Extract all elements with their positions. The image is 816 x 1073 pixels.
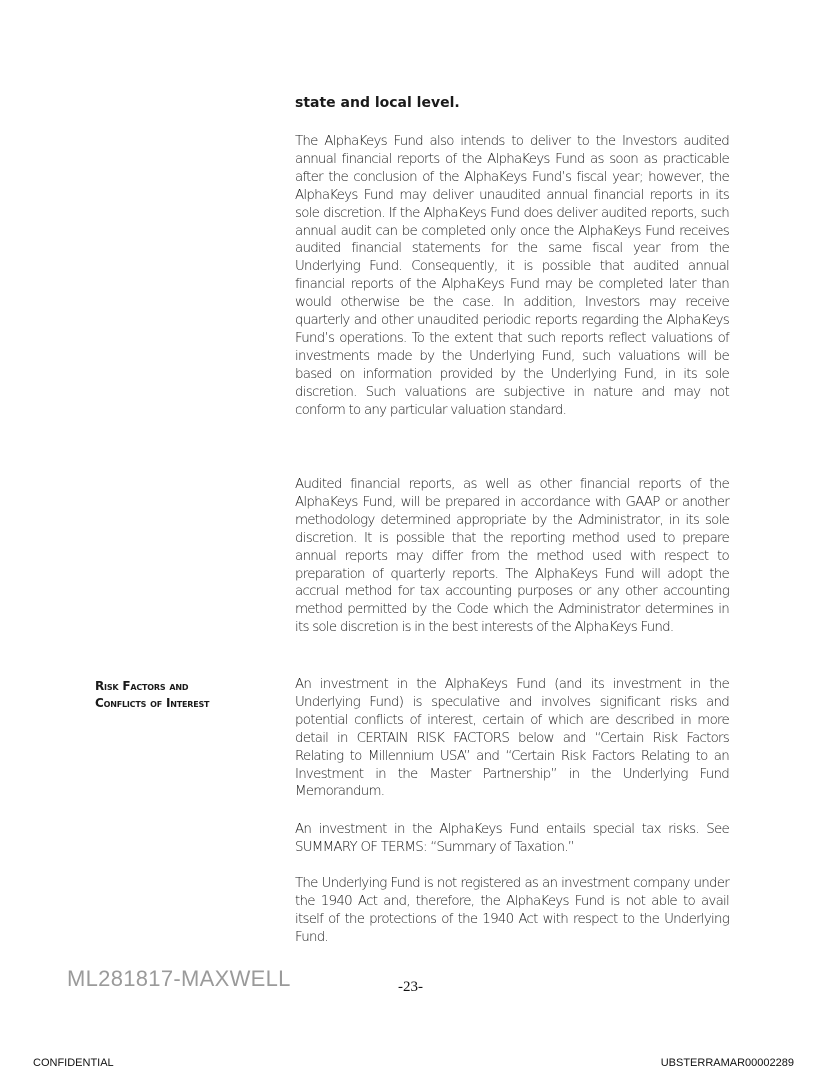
paragraph-financial-reports: The AlphaKeys Fund also intends to deliver to the Investors audited annual financial reports of the AlphaKeys Fund as soon as practicable after the conclusion of the AlphaKeys Fund’s fiscal year; however, the AlphaKeys Fund may deliver unaudited annual financial reports in its sole discretion. If the AlphaKeys Fund does deliver audited reports, such annual audit can be completed only once the AlphaKeys Fund receives audited financial statements for the same fiscal year from the Underlying Fund. Consequently, it is possible that audited annual financial reports of the AlphaKeys Fund may be completed later than would otherwise be the case. In addition, Investors may receive quarterly and other unaudited periodic reports regarding the AlphaKeys Fund’s operations. To the extent that such reports reflect valuations of investments made by the Underlying Fund, such valuations will be based on information provided by the Underlying Fund, in its sole discretion. Such valuations are subjective in nature and may not conform to any particular valuation standard. [295, 134, 729, 418]
paragraph-tax-risks: An investment in the AlphaKeys Fund entails special tax risks. See SUMMARY OF TERMS: “Summary of Taxation.” [295, 822, 729, 855]
paragraph-1940-act: The Underlying Fund is not registered as an investment company under the 1940 Act and, therefore, the AlphaKeys Fund is not able to avail itself of the protections of the 1940 Act with respect to the Underlying Fund. [295, 876, 729, 945]
side-heading-risk-factors [95, 678, 275, 712]
bates-number: UBSTERRAMAR00002289 [660, 1057, 794, 1069]
document-watermark: ML281817-MAXWELL [67, 966, 291, 991]
confidential-label: CONFIDENTIAL [33, 1057, 114, 1069]
side-heading-line-1: Risk Factors and [95, 679, 189, 693]
paragraph-accounting-method: Audited financial reports, as well as other financial reports of the AlphaKeys Fund, will be prepared in accordance with GAAP or another methodology determined appropriate by the Administrator, in its sole discretion. It is possible that the reporting method used to prepare annual reports may differ from the method used with respect to preparation of quarterly reports. The AlphaKeys Fund will adopt the accrual method for tax accounting purposes or any other accounting method permitted by the Code which the Administrator determines in its sole discretion is in the best interests of the AlphaKeys Fund. [295, 477, 729, 636]
side-heading-line-2: Conflicts of Interest [95, 696, 210, 710]
paragraph-risk-conflicts: An investment in the AlphaKeys Fund (and its investment in the Underlying Fund) is speculative and involves significant risks and potential conflicts of interest, certain of which are described in more detail in CERTAIN RISK FACTORS below and “Certain Risk Factors Relating to Millennium USA” and “Certain Risk Factors Relating to an Investment in the Master Partnership” in the Underlying Fund Memorandum. [295, 677, 729, 800]
section-heading: state and local level. [295, 95, 460, 111]
page-number: -23- [398, 979, 423, 995]
